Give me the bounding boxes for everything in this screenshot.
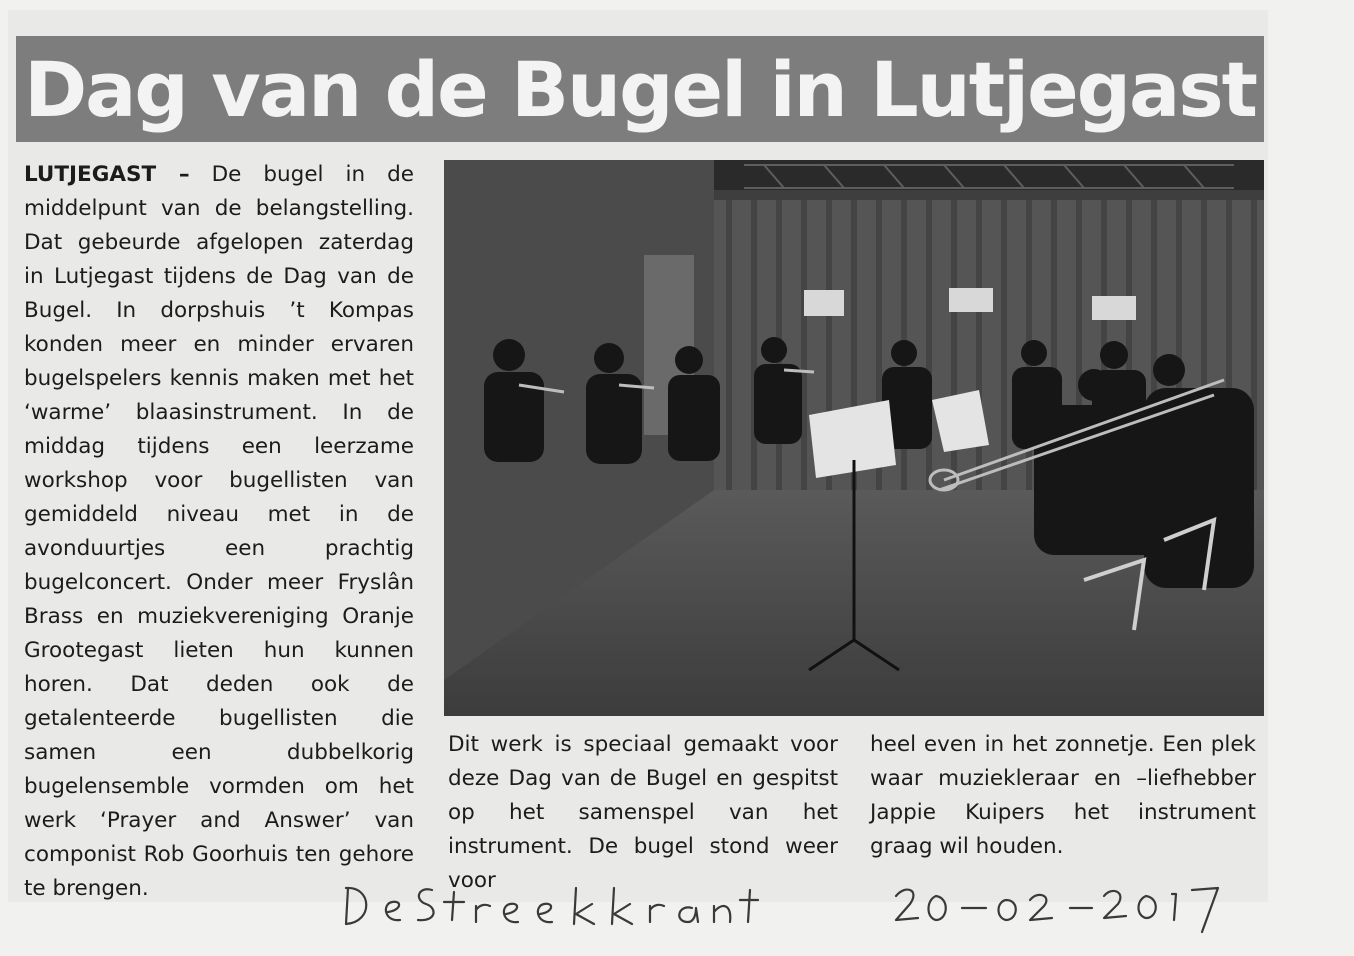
- headline: Dag van de Bugel in Lutjegast: [24, 44, 1256, 134]
- headline-bar: [16, 36, 1264, 142]
- article-column-3: heel even in het zonnetje. Een plek waar muziekleraar en –liefhebber Jappie Kuipers het instrument graag wil houden.: [870, 732, 1256, 859]
- dateline: LUTJEGAST –: [24, 162, 190, 187]
- article-column-2: Dit werk is speciaal gemaakt voor deze Dag van de Bugel en gespitst op het samenspel van het instrument. De bugel stond weer voor: [448, 732, 838, 893]
- brass-band-photo-illustration: [444, 160, 1264, 716]
- handwritten-signature-drawing: [330, 876, 1230, 936]
- concert-photo: [444, 160, 1264, 716]
- article-column-1: [24, 158, 414, 906]
- article-column-1-text: De bugel in de middelpunt van de belangstelling. Dat gebeurde afgelopen zaterdag in Lutjegast tijdens de Dag van de Bugel. In dorpshuis ’t Kompas konden meer en minder ervaren bugelspelers kennis maken met het ‘warme’ blaasinstrument. In de middag tijdens een leerzame workshop voor bugellisten van gemiddeld niveau met in de avonduurtjes een prachtig bugelconcert. Onder meer Fryslân Brass en muziekvereniging Oranje Grootegast lieten hun kunnen horen. Dat deden ook de getalenteerde bugellisten die samen een dubbelkorig bugelensemble vormden om het werk ‘Prayer and Answer’ van componist Rob Goorhuis ten gehore te brengen.: [24, 162, 414, 901]
- handwritten-source-note: [330, 876, 1230, 936]
